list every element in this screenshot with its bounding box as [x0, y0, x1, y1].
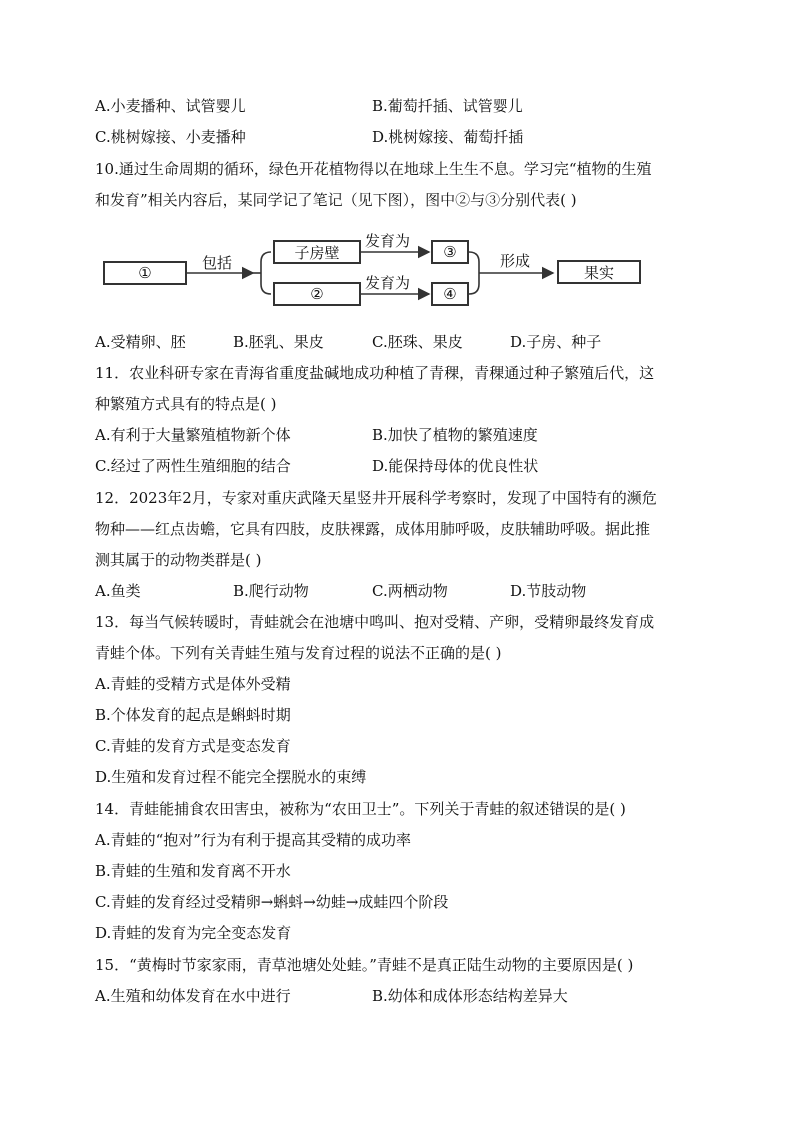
q13-option-d[interactable]: D.生殖和发育过程不能完全摆脱水的束缚 — [95, 768, 367, 786]
q14-option-c[interactable]: C.青蛙的发育经过受精卵→蝌蚪→幼蛙→成蛙四个阶段 — [95, 893, 449, 911]
include-label: 包括 — [202, 254, 233, 272]
q11-option-a[interactable]: A.有利于大量繁殖植物新个体 — [95, 426, 291, 444]
q14-stem-line-1: 14．青蛙能捕食农田害虫，被称为“农田卫士”。下列关于青蛙的叙述错误的是( ) — [95, 800, 626, 818]
q13-stem-line-2: 青蛙个体。下列有关青蛙生殖与发育过程的说法不正确的是( ) — [95, 644, 502, 662]
node-fruit: 果实 — [557, 260, 641, 284]
node-ovary-wall: 子房壁 — [273, 240, 361, 264]
node-3: ③ — [431, 240, 469, 264]
q14-option-b[interactable]: B.青蛙的生殖和发育离不开水 — [95, 862, 291, 880]
q11-option-d[interactable]: D.能保持母体的优良性状 — [372, 457, 539, 475]
q10-stem-line-1: 10.通过生命周期的循环，绿色开花植物得以在地球上生生不息。学习完“植物的生殖 — [95, 160, 652, 178]
q12-option-b[interactable]: B.爬行动物 — [233, 582, 309, 600]
q15-stem-line-1: 15．“黄梅时节家家雨，青草池塘处处蛙。”青蛙不是真正陆生动物的主要原因是( ) — [95, 956, 634, 974]
q13-option-a[interactable]: A.青蛙的受精方式是体外受精 — [95, 675, 291, 693]
develop-label-2: 发育为 — [365, 274, 411, 292]
q14-option-d[interactable]: D.青蛙的发育为完全变态发育 — [95, 924, 292, 942]
q10-stem-line-2: 和发育”相关内容后，某同学记了笔记（见下图），图中②与③分别代表( ) — [95, 191, 577, 209]
q9-option-a[interactable]: A.小麦播种、试管婴儿 — [95, 97, 246, 115]
develop-label-1: 发育为 — [365, 232, 411, 250]
q9-option-b[interactable]: B.葡萄扦插、试管婴儿 — [372, 97, 523, 115]
q14-option-a[interactable]: A.青蛙的“抱对”行为有利于提高其受精的成功率 — [95, 831, 411, 849]
q10-option-d[interactable]: D.子房、种子 — [510, 333, 602, 351]
q12-stem-line-3: 测其属于的动物类群是( ) — [95, 551, 262, 569]
q10-option-c[interactable]: C.胚珠、果皮 — [372, 333, 463, 351]
q13-option-c[interactable]: C.青蛙的发育方式是变态发育 — [95, 737, 291, 755]
flower-development-diagram — [95, 228, 655, 312]
q13-option-b[interactable]: B.个体发育的起点是蝌蚪时期 — [95, 706, 291, 724]
q12-option-d[interactable]: D.节肢动物 — [510, 582, 587, 600]
q11-stem-line-2: 种繁殖方式具有的特点是( ) — [95, 395, 277, 413]
q11-option-c[interactable]: C.经过了两性生殖细胞的结合 — [95, 457, 291, 475]
node-1: ① — [103, 261, 187, 285]
node-2: ② — [273, 282, 361, 306]
q9-option-d[interactable]: D.桃树嫁接、葡萄扦插 — [372, 128, 524, 146]
right-bracket — [469, 252, 479, 294]
q12-option-a[interactable]: A.鱼类 — [95, 582, 141, 600]
left-bracket — [261, 252, 271, 294]
q11-stem-line-1: 11．农业科研专家在青海省重度盐碱地成功种植了青稞，青稞通过种子繁殖后代，这 — [95, 364, 655, 382]
q12-option-c[interactable]: C.两栖动物 — [372, 582, 448, 600]
q11-option-b[interactable]: B.加快了植物的繁殖速度 — [372, 426, 538, 444]
q15-option-b[interactable]: B.幼体和成体形态结构差异大 — [372, 987, 568, 1005]
q10-option-b[interactable]: B.胚乳、果皮 — [233, 333, 324, 351]
q9-option-c[interactable]: C.桃树嫁接、小麦播种 — [95, 128, 246, 146]
q13-stem-line-1: 13．每当气候转暖时，青蛙就会在池塘中鸣叫、抱对受精、产卵，受精卵最终发育成 — [95, 613, 655, 631]
form-label: 形成 — [500, 252, 531, 270]
q12-stem-line-2: 物种——红点齿蟾，它具有四肢，皮肤裸露，成体用肺呼吸，皮肤辅助呼吸。据此推 — [95, 520, 651, 538]
q15-option-a[interactable]: A.生殖和幼体发育在水中进行 — [95, 987, 291, 1005]
node-4: ④ — [431, 282, 469, 306]
q10-option-a[interactable]: A.受精卵、胚 — [95, 333, 186, 351]
q12-stem-line-1: 12．2023年2月，专家对重庆武隆天星竖井开展科学考察时，发现了中国特有的濒危 — [95, 489, 657, 507]
